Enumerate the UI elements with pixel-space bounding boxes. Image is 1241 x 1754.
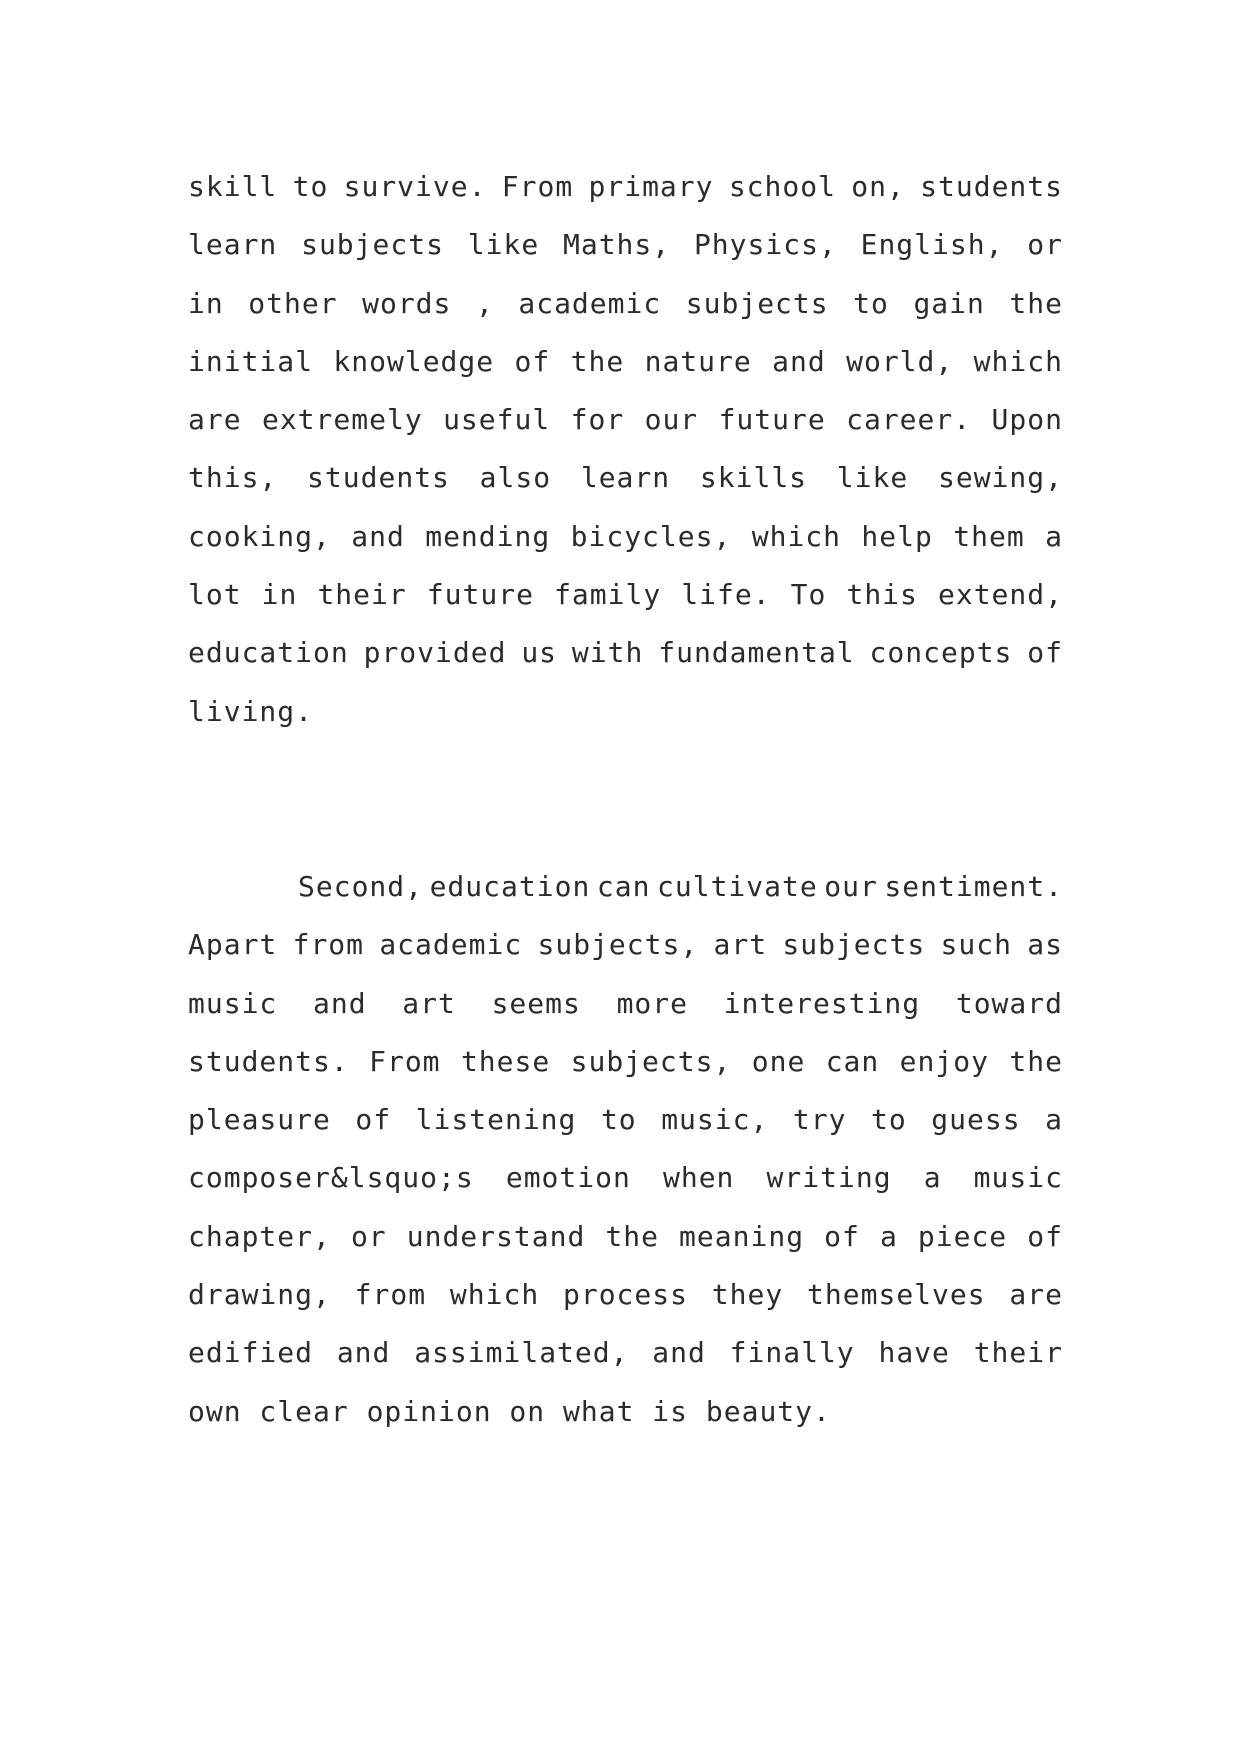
word: art	[713, 928, 768, 962]
word: subjects	[782, 928, 926, 962]
word: with	[571, 636, 644, 670]
word: education	[429, 870, 591, 903]
word: in	[261, 578, 298, 612]
word: which	[751, 519, 842, 553]
word: primary	[588, 170, 714, 203]
word: bicycles,	[570, 519, 732, 553]
text-line	[188, 216, 1063, 274]
word: subjects	[685, 286, 829, 320]
text-line	[188, 449, 1063, 507]
text-line	[188, 566, 1063, 624]
word: ,	[475, 286, 494, 320]
word: which	[449, 1278, 540, 1312]
word: this	[846, 578, 918, 612]
word: assimilated,	[414, 1336, 629, 1370]
text-line	[188, 1149, 1063, 1207]
word: their	[317, 578, 407, 612]
word: chapter,	[188, 1219, 331, 1253]
word: life.	[681, 578, 771, 612]
word: career.	[846, 403, 972, 437]
word: cultivate	[657, 870, 818, 903]
word: future	[426, 578, 534, 612]
word: mending	[425, 519, 551, 553]
word: to	[871, 1103, 907, 1137]
word: for	[570, 403, 625, 437]
word: one	[751, 1044, 806, 1078]
word: music,	[661, 1103, 769, 1137]
word: process	[562, 1278, 688, 1312]
word: more	[616, 986, 688, 1020]
word: a	[1045, 519, 1063, 553]
word: To	[790, 578, 827, 612]
word: listening	[415, 1103, 577, 1137]
word: emotion	[505, 1161, 631, 1195]
word: and	[313, 986, 367, 1020]
word: sewing,	[937, 461, 1063, 495]
word: the	[1009, 1044, 1063, 1078]
text-line	[188, 1266, 1063, 1324]
word: interesting	[723, 986, 921, 1020]
word: pleasure	[188, 1103, 331, 1137]
word: try	[792, 1103, 847, 1137]
paragraph-education-skills	[188, 158, 1063, 741]
word: fundamental	[658, 636, 855, 670]
text-line: living.	[188, 694, 314, 728]
word: enjoy	[899, 1044, 989, 1078]
word: words	[362, 286, 452, 320]
word: guess	[931, 1103, 1021, 1137]
word: which	[973, 344, 1063, 378]
word: other	[248, 286, 338, 320]
word: such	[940, 928, 1012, 962]
text-line	[188, 624, 1063, 682]
word: gain	[913, 286, 985, 320]
word: a	[1045, 1103, 1063, 1137]
word: writing	[766, 1161, 892, 1195]
word: lot	[188, 578, 242, 612]
word: these	[460, 1044, 551, 1078]
word: survive.	[343, 170, 487, 203]
word: toward	[955, 986, 1063, 1020]
word: like	[467, 228, 540, 262]
word: extend,	[937, 578, 1063, 612]
word: are	[188, 403, 242, 437]
word: them	[953, 519, 1025, 553]
word: from	[354, 1278, 427, 1312]
text-line	[188, 1091, 1063, 1149]
word: of	[1027, 1219, 1063, 1253]
word: From	[501, 170, 574, 203]
word: piece	[917, 1219, 1008, 1253]
word: finally	[729, 1336, 855, 1370]
word: meaning	[679, 1219, 805, 1253]
word: composer&lsquo;s	[188, 1161, 474, 1195]
text-line	[188, 275, 1063, 333]
word: from	[292, 928, 365, 962]
text-line	[188, 1208, 1063, 1266]
word: subjects	[301, 228, 444, 262]
word: the	[605, 1219, 659, 1253]
word: of	[514, 344, 551, 378]
word: like	[836, 461, 909, 495]
word: family	[554, 578, 662, 612]
word: themselves	[807, 1278, 986, 1312]
word: subjects,	[537, 928, 699, 962]
word: our	[824, 870, 878, 903]
word: art	[402, 986, 456, 1020]
text-line	[188, 1324, 1063, 1382]
word: skill	[188, 170, 278, 203]
word: skills	[699, 461, 808, 495]
word: of	[1027, 636, 1063, 670]
word: subjects,	[570, 1044, 732, 1078]
word: Upon	[991, 403, 1063, 437]
word: Physics,	[693, 228, 837, 262]
word: us	[521, 636, 558, 670]
word: drawing,	[188, 1278, 331, 1312]
word: are	[1009, 1278, 1063, 1312]
word: Second,	[298, 870, 424, 903]
word: a	[879, 1219, 898, 1253]
word: their	[973, 1336, 1063, 1370]
word: our	[644, 403, 699, 437]
word: future	[718, 403, 826, 437]
word: the	[1009, 286, 1063, 320]
word: extremely	[261, 403, 423, 437]
word: as	[1027, 928, 1063, 962]
word: the	[570, 344, 625, 378]
word: and	[351, 519, 405, 553]
word: Apart	[188, 928, 278, 962]
word: world,	[846, 344, 954, 378]
word: learn	[580, 461, 671, 495]
word: learn	[188, 228, 278, 262]
word: academic	[379, 928, 523, 962]
word: help	[861, 519, 933, 553]
text-line	[188, 1033, 1063, 1091]
word: seems	[491, 986, 581, 1020]
word: or	[350, 1219, 387, 1253]
text-line-indented	[188, 858, 1063, 916]
word: nature	[644, 344, 752, 378]
word: or	[1027, 228, 1063, 262]
word: also	[479, 461, 552, 495]
word: of	[824, 1219, 860, 1253]
word: to	[600, 1103, 637, 1137]
word: can	[825, 1044, 880, 1078]
word: From	[369, 1044, 441, 1078]
word: understand	[406, 1219, 586, 1253]
word: in	[188, 286, 224, 320]
text-line	[188, 391, 1063, 449]
word: concepts	[869, 636, 1013, 670]
paragraph-education-sentiment	[188, 858, 1063, 1441]
word: edified	[188, 1336, 314, 1370]
word: this,	[188, 461, 278, 495]
word: when	[662, 1161, 735, 1195]
word: students	[920, 170, 1063, 203]
text-line	[188, 333, 1063, 391]
word: they	[711, 1278, 784, 1312]
word: a	[923, 1161, 942, 1195]
word: students.	[188, 1044, 349, 1078]
word: and	[336, 1336, 391, 1370]
word: and	[652, 1336, 706, 1370]
text-line	[188, 158, 1063, 216]
word: can	[596, 870, 651, 903]
word: school	[728, 170, 836, 203]
text-line	[188, 916, 1063, 974]
word: to	[292, 170, 329, 203]
word: and	[772, 344, 826, 378]
word: music	[188, 986, 278, 1020]
text-line	[188, 508, 1063, 566]
text-line: own clear opinion on what is beauty.	[188, 1394, 831, 1428]
word: English,	[860, 228, 1004, 262]
word: on,	[851, 170, 905, 203]
word: to	[853, 286, 889, 320]
word: of	[355, 1103, 392, 1137]
word: sentiment.	[884, 870, 1063, 903]
word: useful	[443, 403, 551, 437]
word: academic	[518, 286, 662, 320]
word: cooking,	[188, 519, 331, 553]
word: initial	[188, 344, 314, 378]
word: Maths,	[562, 228, 671, 262]
text-line	[188, 975, 1063, 1033]
word: knowledge	[333, 344, 495, 378]
word: provided	[363, 636, 507, 670]
word: music	[973, 1161, 1063, 1195]
word: students	[307, 461, 450, 495]
word: have	[878, 1336, 950, 1370]
word: education	[188, 636, 349, 670]
